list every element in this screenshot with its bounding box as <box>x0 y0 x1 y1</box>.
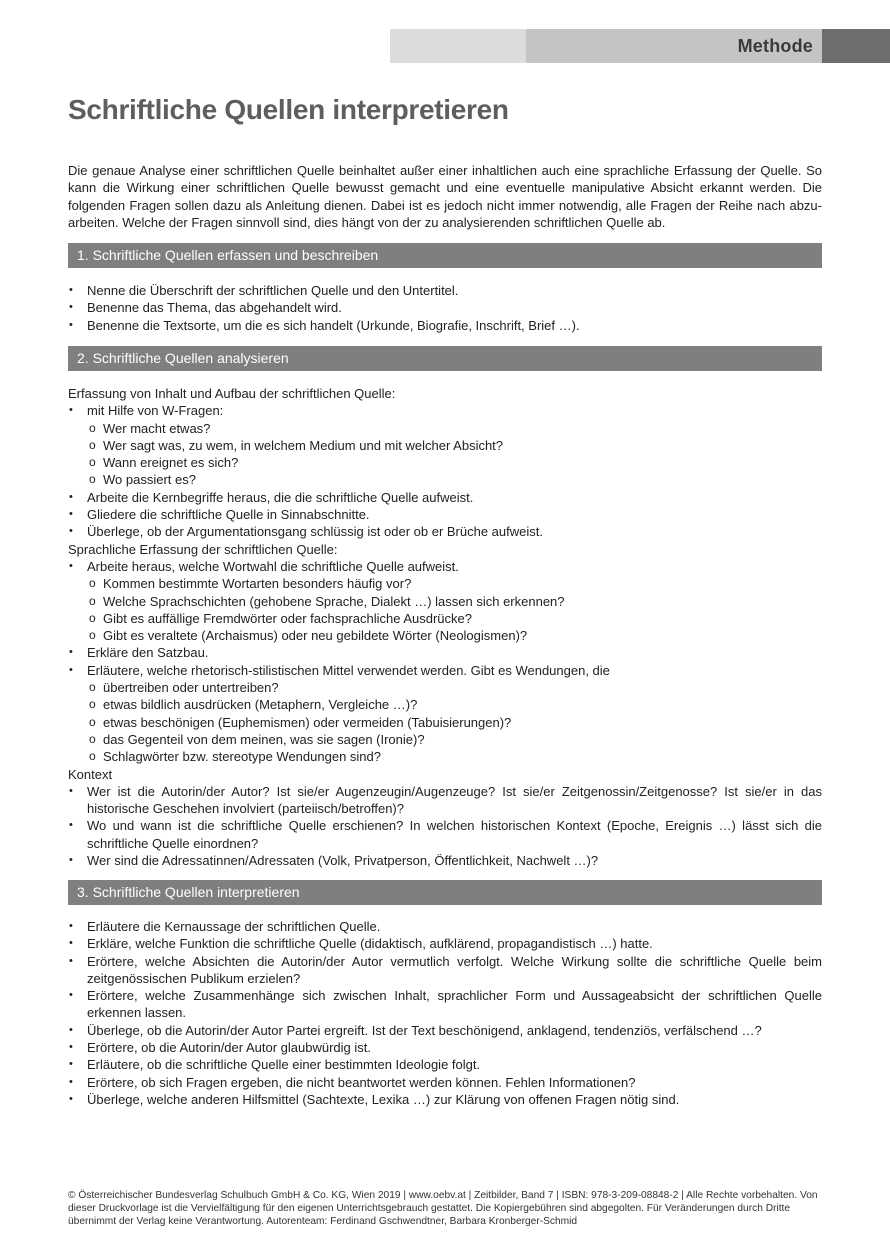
bullet-item: • Benenne das Thema, das abgehandelt wird. <box>68 299 822 316</box>
section-3-list <box>68 918 822 1108</box>
bullet-item: • Erörtere, welche Absichten die Autorin/der Autor vermutlich verfolgt. Welche Wirkung sollte die schriftliche Quelle beim zeitgenössischen Publikum erzielen? <box>68 953 822 988</box>
sub-item: o Wer macht etwas? <box>68 420 822 437</box>
bullet-item: • Wer sind die Adressatinnen/Adressaten (Volk, Privatperson, Öffentlichkeit, Nachwelt …)? <box>68 852 822 869</box>
page-title: Schriftliche Quellen interpretieren <box>68 94 509 125</box>
bullet-item: • Erörtere, ob die Autorin/der Autor glaubwürdig ist. <box>68 1039 822 1056</box>
section-1-list <box>68 282 822 334</box>
bullet-item: • mit Hilfe von W-Fragen: <box>68 402 822 419</box>
sub-item: o Kommen bestimmte Wortarten besonders häufig vor? <box>68 575 822 592</box>
subheading-text: Sprachliche Erfassung der schriftlichen Quelle: <box>68 541 338 557</box>
header-bar-dark-segment <box>822 29 890 63</box>
bullet-item: • Erörtere, ob sich Fragen ergeben, die nicht beantwortet werden können. Fehlen Informationen? <box>68 1074 822 1091</box>
subheading-text: Erfassung von Inhalt und Aufbau der schriftlichen Quelle: <box>68 386 396 401</box>
sub-item: o übertreiben oder untertreiben? <box>68 679 822 696</box>
sub-item: o Wann ereignet es sich? <box>68 454 822 471</box>
bullet-item: • Benenne die Textsorte, um die es sich handelt (Urkunde, Biografie, Inschrift, Brief …). <box>68 317 822 334</box>
sub-item: o etwas beschönigen (Euphemismen) oder vermeiden (Tabuisierungen)? <box>68 714 822 731</box>
method-label: Methode <box>737 36 813 56</box>
header-bar-light-segment <box>390 29 526 63</box>
sub-item: o das Gegenteil von dem meinen, was sie sagen (Ironie)? <box>68 731 822 748</box>
sub-item: o Wo passiert es? <box>68 471 822 488</box>
copyright-footer: © Österreichischer Bundesverlag Schulbuch GmbH & Co. KG, Wien 2019 | www.oebv.at | Zeitbilder, Band 7 | ISBN: 978-3-209-08848-2 | Alle Rechte vorbehalten. Von dieser Druckvorlage ist die Vervielfältigung für den eigenen Unterrichtsgebrauch gestattet. Die Kopiergebühren sind abgegolten. Für Veränderungen durch Dritte übernimmt der Verlag keine Verantwortung. Autorenteam: Ferdinand Gschwendtner, Barbara Kronberger-Schmid <box>68 1190 818 1228</box>
sub-item: o Gibt es veraltete (Archaismus) oder neu gebildete Wörter (Neologismen)? <box>68 627 822 644</box>
sub-item: o Wer sagt was, zu wem, in welchem Medium und mit welcher Absicht? <box>68 437 822 454</box>
sub-item: o etwas bildlich ausdrücken (Metaphern, Vergleiche …)? <box>68 696 822 713</box>
section-3-heading: 3. Schriftliche Quellen interpretieren <box>68 880 822 905</box>
bullet-item: • Erkläre, welche Funktion die schriftliche Quelle (didaktisch, aufklärend, propagandistisch …) hatte. <box>68 935 822 952</box>
bullet-item: • Wer ist die Autorin/der Autor? Ist sie/er Augenzeugin/Augenzeuge? Ist sie/er Zeitgenossin/Zeitgenosse? Ist sie/er in das historische Geschehen involviert (parteiisch/betroffen)? <box>68 783 822 818</box>
sub-item: o Welche Sprachschichten (gehobene Sprache, Dialekt …) lassen sich erkennen? <box>68 593 822 610</box>
bullet-item: • Wo und wann ist die schriftliche Quelle erschienen? In welchen historischen Kontext (Epoche, Ereignis …) lässt sich die schriftliche Quelle einordnen? <box>68 817 822 852</box>
bullet-item: • Erläutere, ob die schriftliche Quelle einer bestimmten Ideologie folgt. <box>68 1056 822 1073</box>
bullet-item: • Arbeite heraus, welche Wortwahl die schriftliche Quelle aufweist. <box>68 558 822 575</box>
bullet-item: • Arbeite die Kernbegriffe heraus, die die schriftliche Quelle aufweist. <box>68 489 822 506</box>
sub-item: o Schlagwörter bzw. stereotype Wendungen sind? <box>68 748 822 765</box>
bullet-item: • Nenne die Überschrift der schriftlichen Quelle und den Untertitel. <box>68 282 822 299</box>
bullet-item: • Überlege, ob der Argumentationsgang schlüssig ist oder ob er Brüche aufweist. <box>68 523 822 540</box>
sub-item: o Gibt es auffällige Fremdwörter oder fachsprachliche Ausdrücke? <box>68 610 822 627</box>
section-2-list <box>68 385 822 869</box>
section-2-heading: 2. Schriftliche Quellen analysieren <box>68 346 822 371</box>
bullet-item: • Erläutere die Kernaussage der schriftlichen Quelle. <box>68 918 822 935</box>
section-1-heading: 1. Schriftliche Quellen erfassen und beschreiben <box>68 243 822 268</box>
subheading-text: Kontext <box>68 766 113 782</box>
bullet-item: • Erkläre den Satzbau. <box>68 644 822 661</box>
bullet-item: • Gliedere die schriftliche Quelle in Sinnabschnitte. <box>68 506 822 523</box>
bullet-item: • Überlege, ob die Autorin/der Autor Partei ergreift. Ist der Text beschönigend, anklagend, tendenziös, verfälschend …? <box>68 1022 822 1039</box>
header-bar <box>390 29 890 63</box>
bullet-item: • Erläutere, welche rhetorisch-stilistischen Mittel verwendet werden. Gibt es Wendungen, die <box>68 662 822 679</box>
bullet-item: • Überlege, welche anderen Hilfsmittel (Sachtexte, Lexika …) zur Klärung von offenen Fragen nötig sind. <box>68 1091 822 1108</box>
intro-paragraph: Die genaue Analyse einer schriftlichen Quelle beinhaltet außer einer inhaltlichen auch eine sprachliche Erfassung der Quelle. So kann die Wirkung einer schriftlichen Quelle bewusst gemacht und eine eventuelle manipulative Absicht erkannt werden. Die folgenden Fragen sollen dazu als Anleitung dienen. Dabei ist es jedoch nicht immer notwendig, alle Fragen der Reihe nach abzu-arbeiten. Welche der Fragen sinnvoll sind, dies hängt von der zu analysierenden schriftlichen Quelle ab. <box>68 163 822 230</box>
bullet-item: • Erörtere, welche Zusammenhänge sich zwischen Inhalt, sprachlicher Form und Aussageabsicht der schriftlichen Quelle erkennen lassen. <box>68 987 822 1022</box>
